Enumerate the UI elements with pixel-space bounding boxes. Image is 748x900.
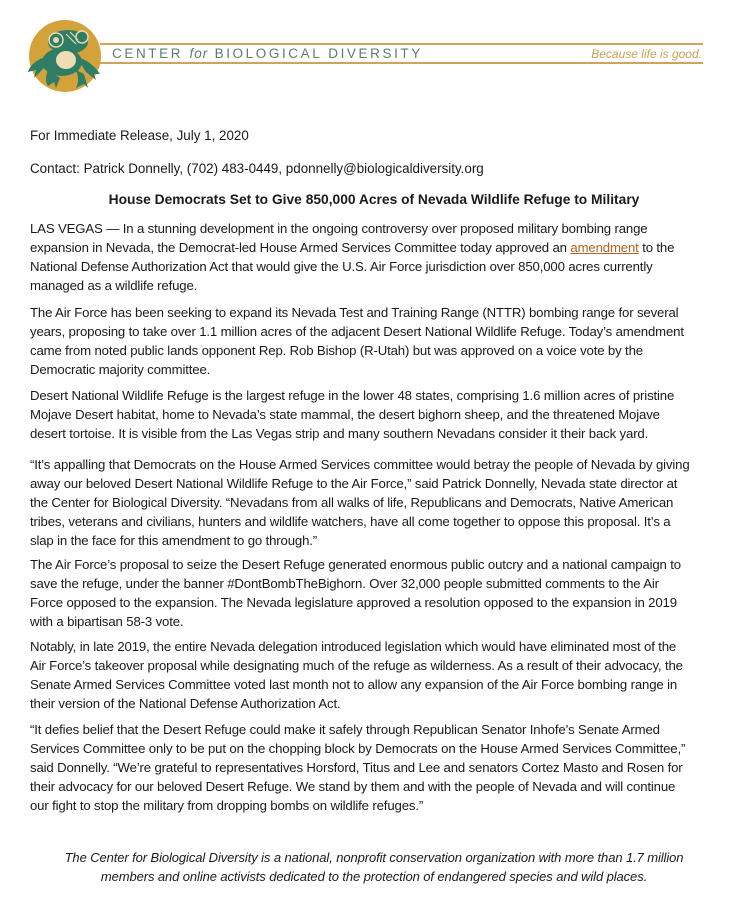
paragraph-2 (30, 303, 720, 379)
header-rule-top (100, 43, 703, 45)
tagline: Because life is good. (591, 47, 702, 61)
text-line: managed as a wildlife refuge. (30, 278, 198, 293)
text-line: the Center for Biological Diversity. “Nevadans from all walks of life, Republicans and Democrats, Native American (30, 495, 674, 510)
text-line: Senate Armed Services Committee voted last month not to allow any expansion of the Air Force bombing range in (30, 677, 678, 692)
text-line: tribes, veterans and civilians, hunters and wildlife watchers, have all come together to oppose this proposal. It’s a (30, 514, 671, 529)
press-release-headline: House Democrats Set to Give 850,000 Acres of Nevada Wildlife Refuge to Military (108, 192, 640, 207)
text-line: “It’s appalling that Democrats on the House Armed Services committee would betray the people of Nevada by giving (30, 457, 690, 472)
text-line: desert tortoise. It is visible from the Las Vegas strip and many southern Nevadans consider it their back yard. (30, 426, 649, 441)
org-name-part1: CENTER (112, 46, 184, 61)
text-segment: to the (638, 240, 675, 255)
text-line: Mojave Desert habitat, home to Nevada’s state mammal, the desert bighorn sheep, and the threatened Mojave (30, 407, 660, 422)
text-line: National Defense Authorization Act that would give the U.S. Air Force jurisdiction over 850,000 acres currently (30, 259, 653, 274)
paragraph-4-quote (30, 455, 720, 550)
text-line: Air Force’s takeover proposal while designating much of the refuge as wilderness. As a result of their advocacy, the (30, 658, 683, 673)
footer-line: members and online activists dedicated to the protection of endangered species and wild places. (100, 869, 648, 884)
footer-line: The Center for Biological Diversity is a national, nonprofit conservation organization with more than 1.7 million (64, 850, 684, 865)
text-line: save the refuge, under the banner #DontBombTheBighorn. Over 32,000 people submitted comments to the Air (30, 576, 659, 591)
org-name-part2: BIOLOGICAL DIVERSITY (214, 46, 423, 61)
text-line: Desert National Wildlife Refuge is the largest refuge in the lower 48 states, comprising 1.6 million acres of pristine (30, 388, 675, 403)
text-line: their advocacy for our beloved Desert Refuge. We stand by them and with the people of Nevada and will continue (30, 779, 676, 794)
text-line: Notably, in late 2019, the entire Nevada delegation introduced legislation which would have eliminated most of the (30, 639, 677, 654)
organization-name (112, 46, 423, 61)
paragraph-7-quote (30, 720, 720, 815)
text-line: our fight to stop the military from dropping bombs on wildlife refuges.” (30, 798, 424, 813)
paragraph-5 (30, 555, 720, 631)
paragraph-1 (30, 219, 720, 295)
frog-logo-icon (26, 18, 106, 94)
text-line: slap in the face for this amendment to go through.” (30, 533, 318, 548)
text-line: Services Committee only to be put on the chopping block by Democrats on the House Armed Services Committee,” (30, 741, 686, 756)
header-rule-bottom (100, 62, 703, 64)
text-line: years, proposing to take over 1.1 million acres of the adjacent Desert National Wildlife Refuge. Today’s amendment (30, 324, 684, 339)
text-line: “It defies belief that the Desert Refuge could make it safely through Republican Senator Inhofe’s Senate Armed (30, 722, 660, 737)
release-date: For Immediate Release, July 1, 2020 (30, 128, 249, 143)
paragraph-6 (30, 637, 720, 713)
letterhead (0, 0, 748, 100)
text-line: The Air Force has been seeking to expand its Nevada Test and Training Range (NTTR) bombing range for several (30, 305, 679, 320)
text-line: away our beloved Desert National Wildlife Refuge to the Air Force,” said Patrick Donnelly, Nevada state director at (30, 476, 678, 491)
text-line: LAS VEGAS — In a stunning development in the ongoing controversy over proposed military bombing range (30, 221, 648, 236)
text-line (30, 238, 720, 257)
boilerplate-footer (0, 848, 748, 886)
text-line: Force opposed to the expansion. The Nevada legislature approved a resolution opposed to the expansion in 2019 (30, 595, 677, 610)
text-line: came from noted public lands opponent Rep. Rob Bishop (R-Utah) but was approved on a voice vote by the (30, 343, 643, 358)
text-line: with a bipartisan 58-3 vote. (30, 614, 184, 629)
org-name-for: for (189, 46, 209, 61)
text-segment: expansion in Nevada, the Democrat-led House Armed Services Committee today approved an (30, 240, 571, 255)
text-line: The Air Force’s proposal to seize the Desert Refuge generated enormous public outcry and a national campaign to (30, 557, 681, 572)
amendment-link[interactable]: amendment (570, 240, 639, 255)
text-line: said Donnelly. “We’re grateful to representatives Horsford, Titus and Lee and senators Cortez Masto and Rosen for (30, 760, 683, 775)
text-line: Democratic majority committee. (30, 362, 211, 377)
contact-info: Contact: Patrick Donnelly, (702) 483-0449, pdonnelly@biologicaldiversity.org (30, 161, 484, 176)
text-line: their version of the National Defense Authorization Act. (30, 696, 341, 711)
paragraph-3 (30, 386, 720, 443)
